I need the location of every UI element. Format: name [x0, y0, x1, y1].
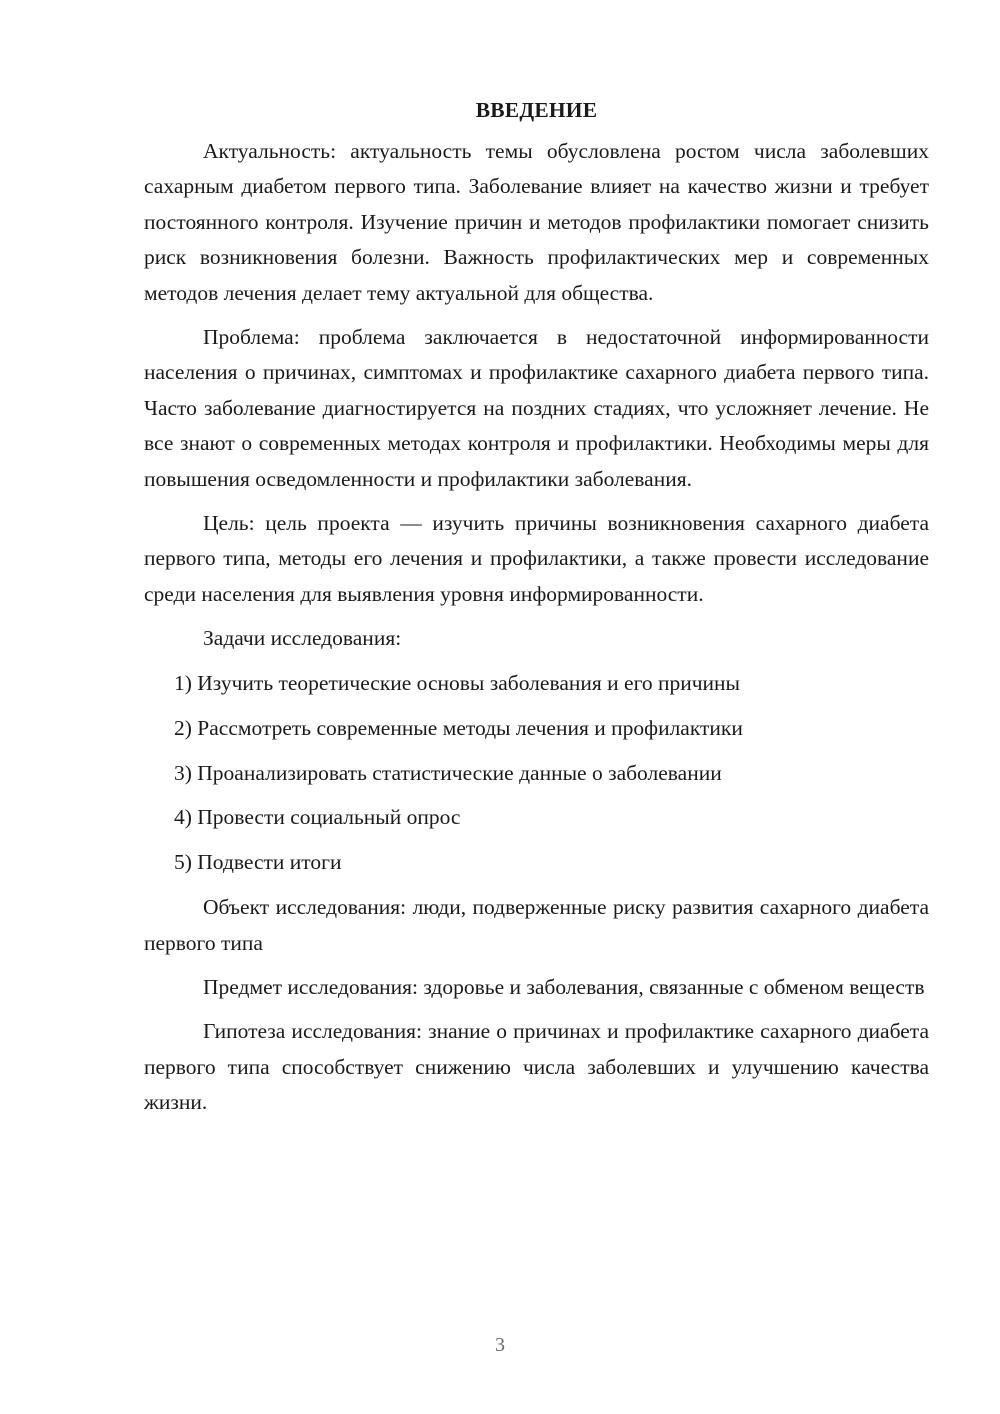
page-content	[144, 95, 929, 1130]
relevance-paragraph: Актуальность: актуальность темы обусловлена ростом числа заболевших сахарным диабетом первого типа. Заболевание влияет на качество жизни и требует постоянного контроля. Изучение причин и методов профилактики помогает снизить риск возникновения болезни. Важность профилактических мер и современных методов лечения делает тему актуальной для общества.	[144, 139, 929, 305]
hypothesis-paragraph: Гипотеза исследования: знание о причинах и профилактике сахарного диабета первого типа способствует снижению числа заболевших и улучшению качества жизни.	[144, 1019, 929, 1115]
section-heading: ВВЕДЕНИЕ	[475, 98, 598, 122]
task-item-1: 1) Изучить теоретические основы заболевания и его причины	[174, 670, 741, 695]
problem-paragraph: Проблема: проблема заключается в недостаточной информированности населения о причинах, симптомах и профилактике сахарного диабета первого типа. Часто заболевание диагностируется на поздних стадиях, что усложняет лечение. Не все знают о современных методах контроля и профилактики. Необходимы меры для повышения осведомленности и профилактики заболевания.	[144, 325, 929, 491]
page-number: 3	[495, 1334, 505, 1356]
object-paragraph: Объект исследования: люди, подверженные риску развития сахарного диабета первого типа	[144, 895, 929, 955]
subject-paragraph: Предмет исследования: здоровье и заболевания, связанные с обменом веществ	[203, 975, 925, 1000]
goal-paragraph: Цель: цель проекта — изучить причины возникновения сахарного диабета первого типа, методы его лечения и профилактики, а также провести исследование среди населения для выявления уровня информированности.	[144, 511, 929, 606]
tasks-title: Задачи исследования:	[203, 626, 402, 651]
tasks-list	[144, 666, 929, 881]
task-item-2: 2) Рассмотреть современные методы лечения и профилактики	[174, 715, 743, 740]
task-item-5: 5) Подвести итоги	[174, 850, 342, 875]
task-item-4: 4) Провести социальный опрос	[174, 805, 461, 830]
task-item-3: 3) Проанализировать статистические данные о заболевании	[174, 760, 722, 785]
